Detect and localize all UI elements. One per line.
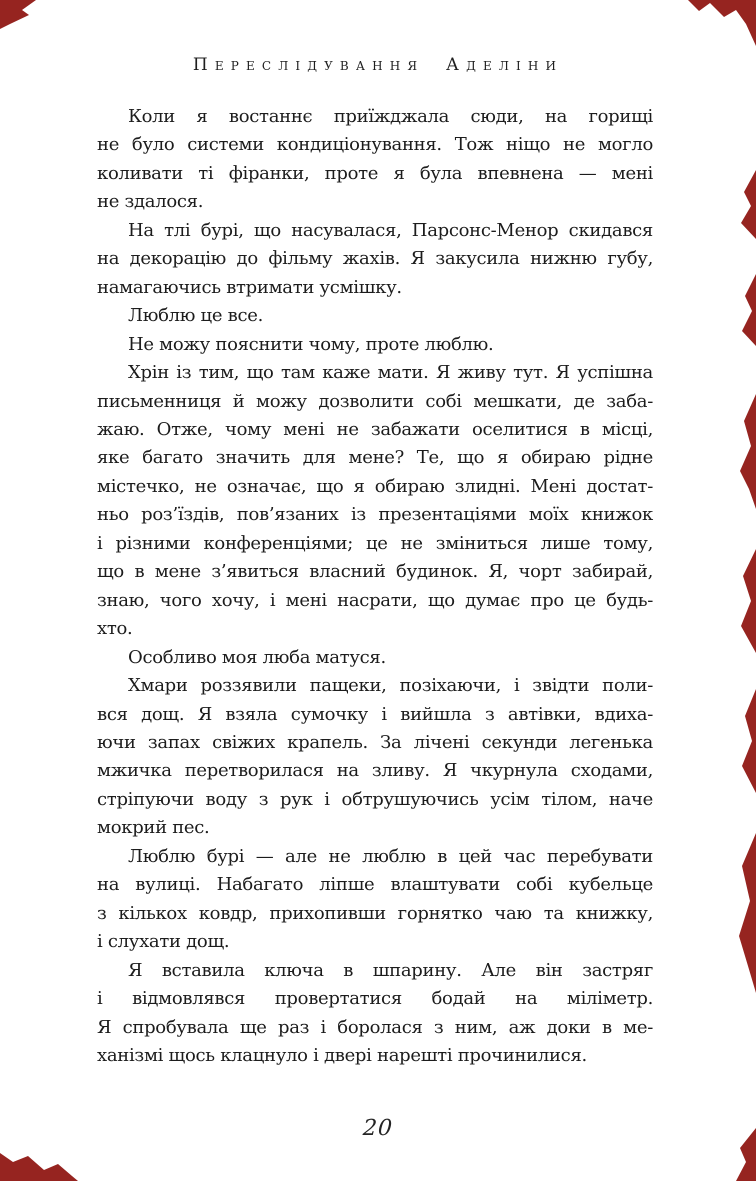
text-line: жаю. Отже, чому мені не забажати оселитися в місці, xyxy=(97,418,653,440)
edge-mark-right-2 xyxy=(742,274,756,346)
text-line: ньо роз’їздів, пов’язаних із презентаціями моїх книжок xyxy=(97,504,653,526)
text-line: стріпуючи воду з рук і обтрушуючись усім тілом, наче xyxy=(97,788,653,810)
edge-mark-right-4 xyxy=(741,549,756,653)
text-line: Я спробувала ще раз і боролася з ним, аж доки в ме- xyxy=(97,1016,653,1038)
text-line: Коли я востаннє приїжджала сюди, на горищі xyxy=(128,106,653,127)
text-line: яке багато значить для мене? Те, що я обираю рідне xyxy=(97,447,653,469)
text-line: письменниця й можу дозволити собі мешкати, де заба- xyxy=(97,390,653,412)
page-text xyxy=(97,103,653,1070)
text-line: що в мене з’явиться власний будинок. Я, чорт забирай, xyxy=(97,561,653,583)
text-line: На тлі бурі, що насувалася, Парсонс-Менор скидався xyxy=(128,219,653,241)
text-line: Не можу пояснити чому, проте люблю. xyxy=(128,333,494,355)
text-line: мжичка перетворилася на зливу. Я чкурнула сходами, xyxy=(97,760,653,782)
edge-mark-right-1 xyxy=(741,170,756,239)
page-number: 20 xyxy=(362,1116,394,1141)
text-line: Хрін із тим, що там каже мати. Я живу тут. Я успішна xyxy=(128,362,653,384)
running-header: Переслідування Аделіни xyxy=(192,55,564,75)
text-line: і відмовлявся провертатися бодай на міліметр. xyxy=(97,988,653,1010)
edge-mark-right-5 xyxy=(742,689,756,793)
text-line: Люблю бурі — але не люблю в цей час перебувати xyxy=(128,845,653,867)
text-line: на декорацію до фільму жахів. Я закусила нижню губу, xyxy=(97,248,653,270)
text-line: з кількох ковдр, прихопивши горнятко чаю та книжку, xyxy=(97,902,653,924)
text-line: намагаючись втримати усмішку. xyxy=(97,276,402,298)
text-line: знаю, чого хочу, і мені насрати, що думає про це будь- xyxy=(97,589,653,611)
text-line: і слухати дощ. xyxy=(97,931,230,953)
text-line: коливати ті фіранки, проте я була впевнена — мені xyxy=(97,162,653,184)
text-line: ханізмі щось клацнуло і двері нарешті прочинилися. xyxy=(97,1044,587,1066)
text-line: не було системи кондиціонування. Тож ніщо не могло xyxy=(97,134,653,156)
edge-mark-top-right xyxy=(688,0,756,46)
text-line: ючи запах свіжих крапель. За лічені секунди легенька xyxy=(97,731,653,753)
text-line: хто. xyxy=(97,618,133,640)
text-line: Хмари роззявили пащеки, позіхаючи, і звідти поли- xyxy=(128,675,653,697)
edge-mark-right-6 xyxy=(739,833,756,993)
text-line: містечко, не означає, що я обираю злидні. Мені достат- xyxy=(97,475,653,497)
edge-mark-right-3 xyxy=(740,394,756,509)
text-line: на вулиці. Набагато ліпше влаштувати собі кубельце xyxy=(97,874,653,896)
text-line: Люблю це все. xyxy=(128,305,263,327)
text-line: Особливо моя люба матуся. xyxy=(128,646,386,668)
text-line: вся дощ. Я взяла сумочку і вийшла з автівки, вдиха- xyxy=(97,703,653,725)
text-line: Я вставила ключа в шпарину. Але він застряг xyxy=(128,959,653,981)
edge-mark-bottom-left xyxy=(0,1153,78,1181)
edge-mark-top-left xyxy=(0,0,36,29)
text-line: і різними конференціями; це не зміниться лише тому, xyxy=(97,532,653,554)
text-line: мокрий пес. xyxy=(97,817,210,839)
text-line: не здалося. xyxy=(97,191,204,213)
